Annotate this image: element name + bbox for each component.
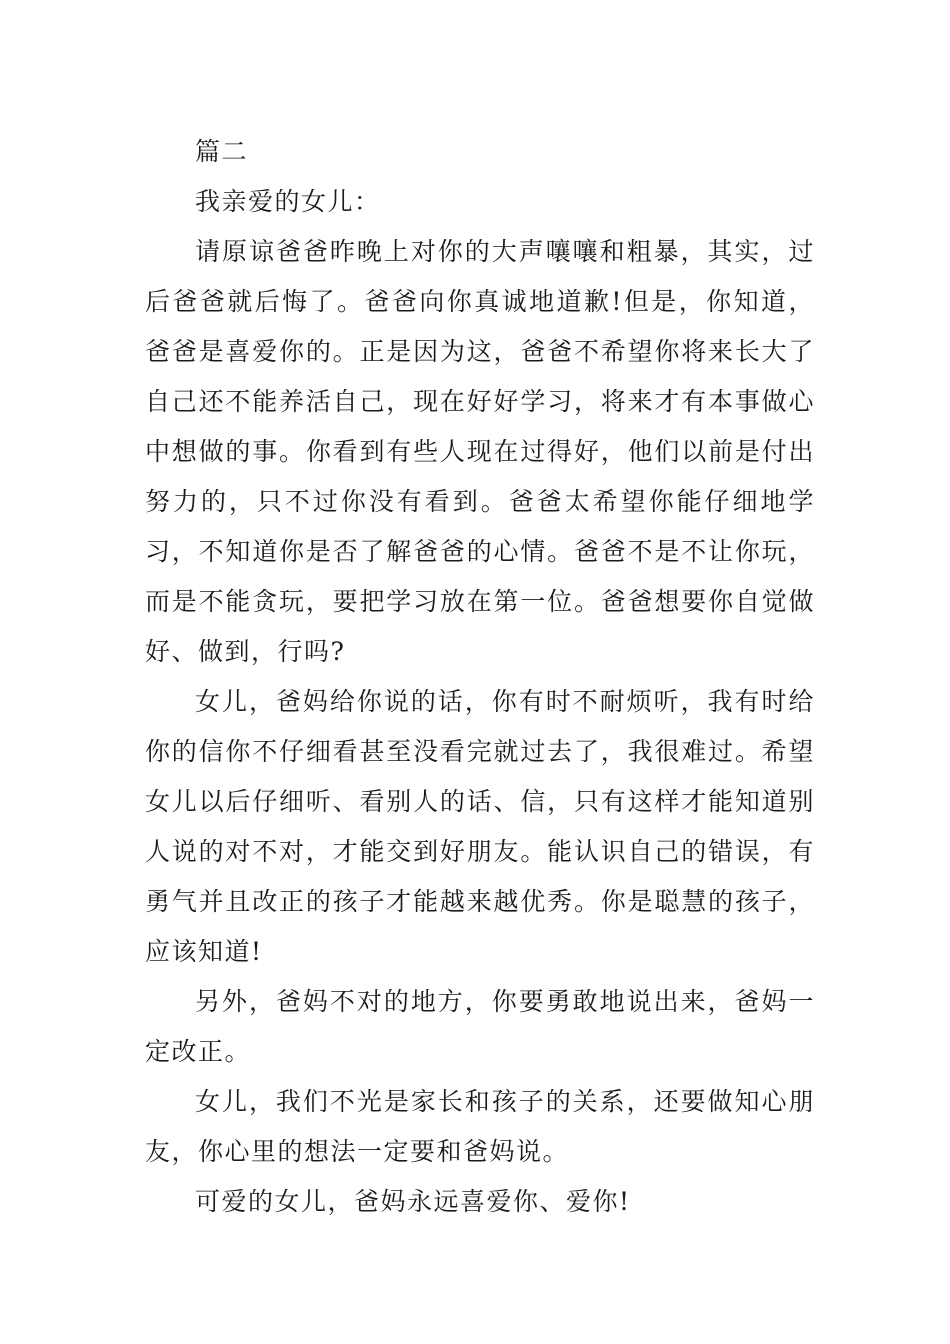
letter-paragraph: 女儿，我们不光是家长和孩子的关系，还要做知心朋友，你心里的想法一定要和爸妈说。 [145, 1087, 815, 1166]
letter-paragraph: 请原谅爸爸昨晚上对你的大声嚷嚷和粗暴，其实，过后爸爸就后悔了。爸爸向你真诚地道歉!但是，你知道，爸爸是喜爱你的。正是因为这，爸爸不希望你将来长大了自己还不能养活自己，现在好好学习，将来才有本事做心中想做的事。你看到有些人现在过得好，他们以前是付出努力的，只不过你没有看到。爸爸太希望你能仔细地学习，不知道你是否了解爸爸的心情。爸爸不是不让你玩，而是不能贪玩，要把学习放在第一位。爸爸想要你自觉做好、做到，行吗? [145, 237, 815, 666]
letter-paragraph: 女儿，爸妈给你说的话，你有时不耐烦听，我有时给你的信你不仔细看甚至没看完就过去了，我很难过。希望女儿以后仔细听、看别人的话、信，只有这样才能知道别人说的对不对，才能交到好朋友。能认识自己的错误，有勇气并且改正的孩子才能越来越优秀。你是聪慧的孩子，应该知道! [145, 687, 815, 966]
letter-paragraph: 另外，爸妈不对的地方，你要勇敢地说出来，爸妈一定改正。 [145, 987, 815, 1066]
section-heading: 篇二 [195, 137, 249, 166]
letter-closing: 可爱的女儿，爸妈永远喜爱你、爱你! [195, 1187, 631, 1216]
document-body [145, 127, 815, 1227]
letter-salutation: 我亲爱的女儿： [195, 187, 381, 216]
